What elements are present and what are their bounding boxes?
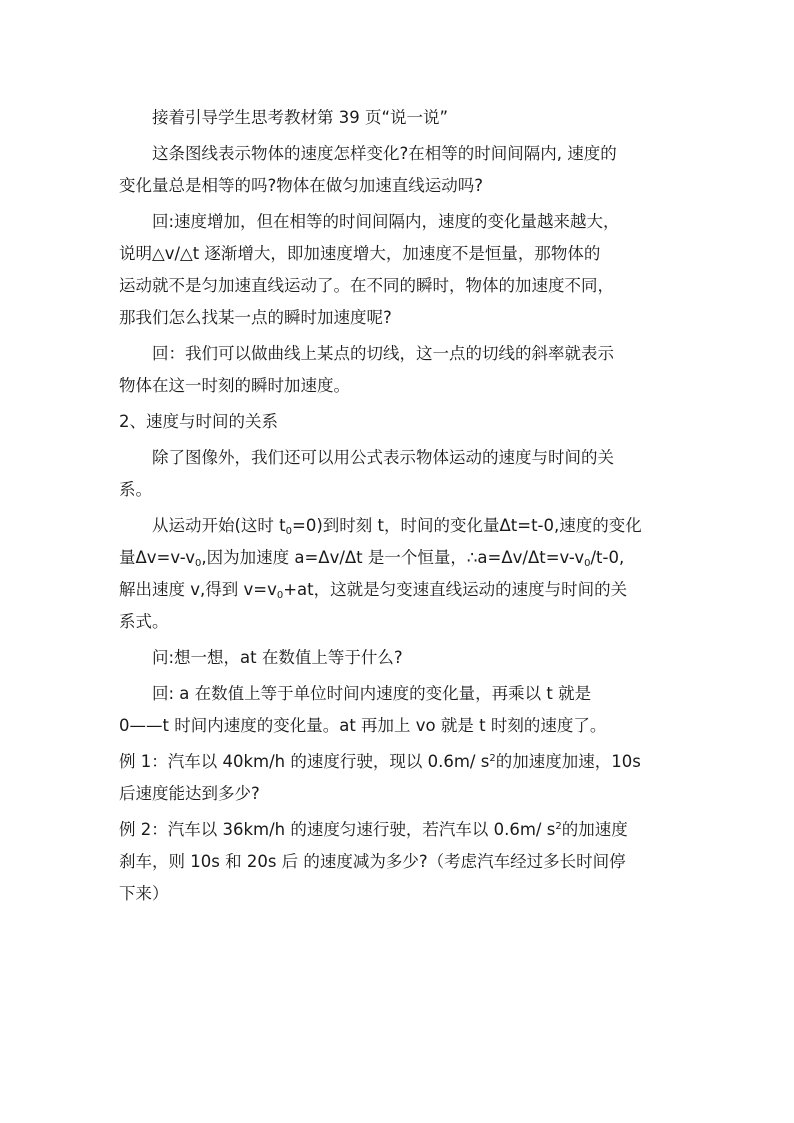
text-line: [86, 542, 689, 574]
text-run: +at，这就是匀变速直线运动的速度与时间的关: [283, 580, 628, 599]
superscript: 2: [489, 753, 496, 764]
text-line: 接着引导学生思考教材第 39 页“说一说”: [152, 108, 449, 127]
paragraph-question-2: [119, 642, 689, 674]
text-line: [119, 746, 689, 778]
subscript: 0: [276, 590, 284, 601]
text-line: 0——t 时间内速度的变化量。at 再加上 vo 就是 t 时刻的速度了。: [119, 716, 607, 735]
paragraph-answer-3: [119, 678, 689, 742]
text-line: 除了图像外，我们还可以用公式表示物体运动的速度与时间的关: [152, 448, 614, 467]
text-run: 量Δv=v-v: [119, 548, 195, 567]
text-line: 那我们怎么找某一点的瞬时加速度呢?: [119, 308, 392, 327]
text-run: 的加速度: [561, 820, 628, 839]
text-line: 回:速度增加，但在相等的时间间隔内，速度的变化量越来越大，: [152, 212, 620, 231]
text-run: 的加速度加速，10s: [495, 752, 641, 771]
heading-text: 2、速度与时间的关系: [119, 412, 278, 431]
text-run: 解出速度 v,得到 v=v: [119, 580, 277, 599]
text-line: 下来）: [119, 884, 169, 903]
text-line: 变化量总是相等的吗?物体在做匀加速直线运动吗?: [119, 176, 484, 195]
paragraph-formula-intro: [119, 442, 689, 506]
superscript: 2: [555, 821, 562, 832]
text-run: 例 2：汽车以 36km/h 的速度匀速行驶，若汽车以 0.6m/ s: [119, 820, 556, 839]
subscript: 0: [584, 558, 591, 569]
text-run: ,因为加速度 a=Δv/Δt 是一个恒量，∴a=Δv/Δt=v-v: [201, 548, 585, 567]
subscript: 0: [285, 526, 293, 537]
text-line: 这条图线表示物体的速度怎样变化?在相等的时间间隔内, 速度的: [152, 144, 617, 163]
text-line: [119, 814, 689, 846]
text-line: 回: a 在数值上等于单位时间内速度的变化量，再乘以 t 就是: [152, 684, 592, 703]
subscript: 0: [194, 558, 202, 569]
text-line: 运动就不是匀加速直线运动了。在不同的瞬时，物体的加速度不同，: [119, 276, 614, 295]
text-line: 说明△v/△t 逐渐增大，即加速度增大，加速度不是恒量，那物体的: [119, 244, 601, 263]
section-heading: [119, 406, 689, 438]
text-line: [86, 574, 689, 606]
paragraph-answer-2: [119, 338, 689, 402]
text-run: 从运动开始(这时 t: [152, 516, 286, 535]
text-line: 问:想一想，at 在数值上等于什么?: [152, 648, 403, 667]
text-line: 后速度能达到多少?: [119, 784, 260, 803]
example-1: [119, 746, 689, 810]
text-line: 物体在这一时刻的瞬时加速度。: [119, 376, 350, 395]
text-run: =0)到时刻 t，时间的变化量Δt=t-0,速度的变化: [292, 516, 642, 535]
text-run: 例 1：汽车以 40km/h 的速度行驶，现以 0.6m/ s: [119, 752, 490, 771]
paragraph-question: [119, 138, 689, 202]
document-body: [119, 102, 689, 914]
text-line: 刹车，则 10s 和 20s 后 的速度减为多少?（考虑汽车经过多长时间停: [119, 852, 626, 871]
text-line: 系式。: [119, 612, 169, 631]
text-line: 回：我们可以做曲线上某点的切线，这一点的切线的斜率就表示: [152, 344, 614, 363]
paragraph-intro: [119, 102, 689, 134]
paragraph-derivation: [119, 510, 689, 638]
text-run: /t-0,: [590, 548, 625, 567]
example-2: [119, 814, 689, 910]
paragraph-answer-1: [119, 206, 689, 334]
text-line: 系。: [119, 480, 152, 499]
text-line: [119, 510, 689, 542]
